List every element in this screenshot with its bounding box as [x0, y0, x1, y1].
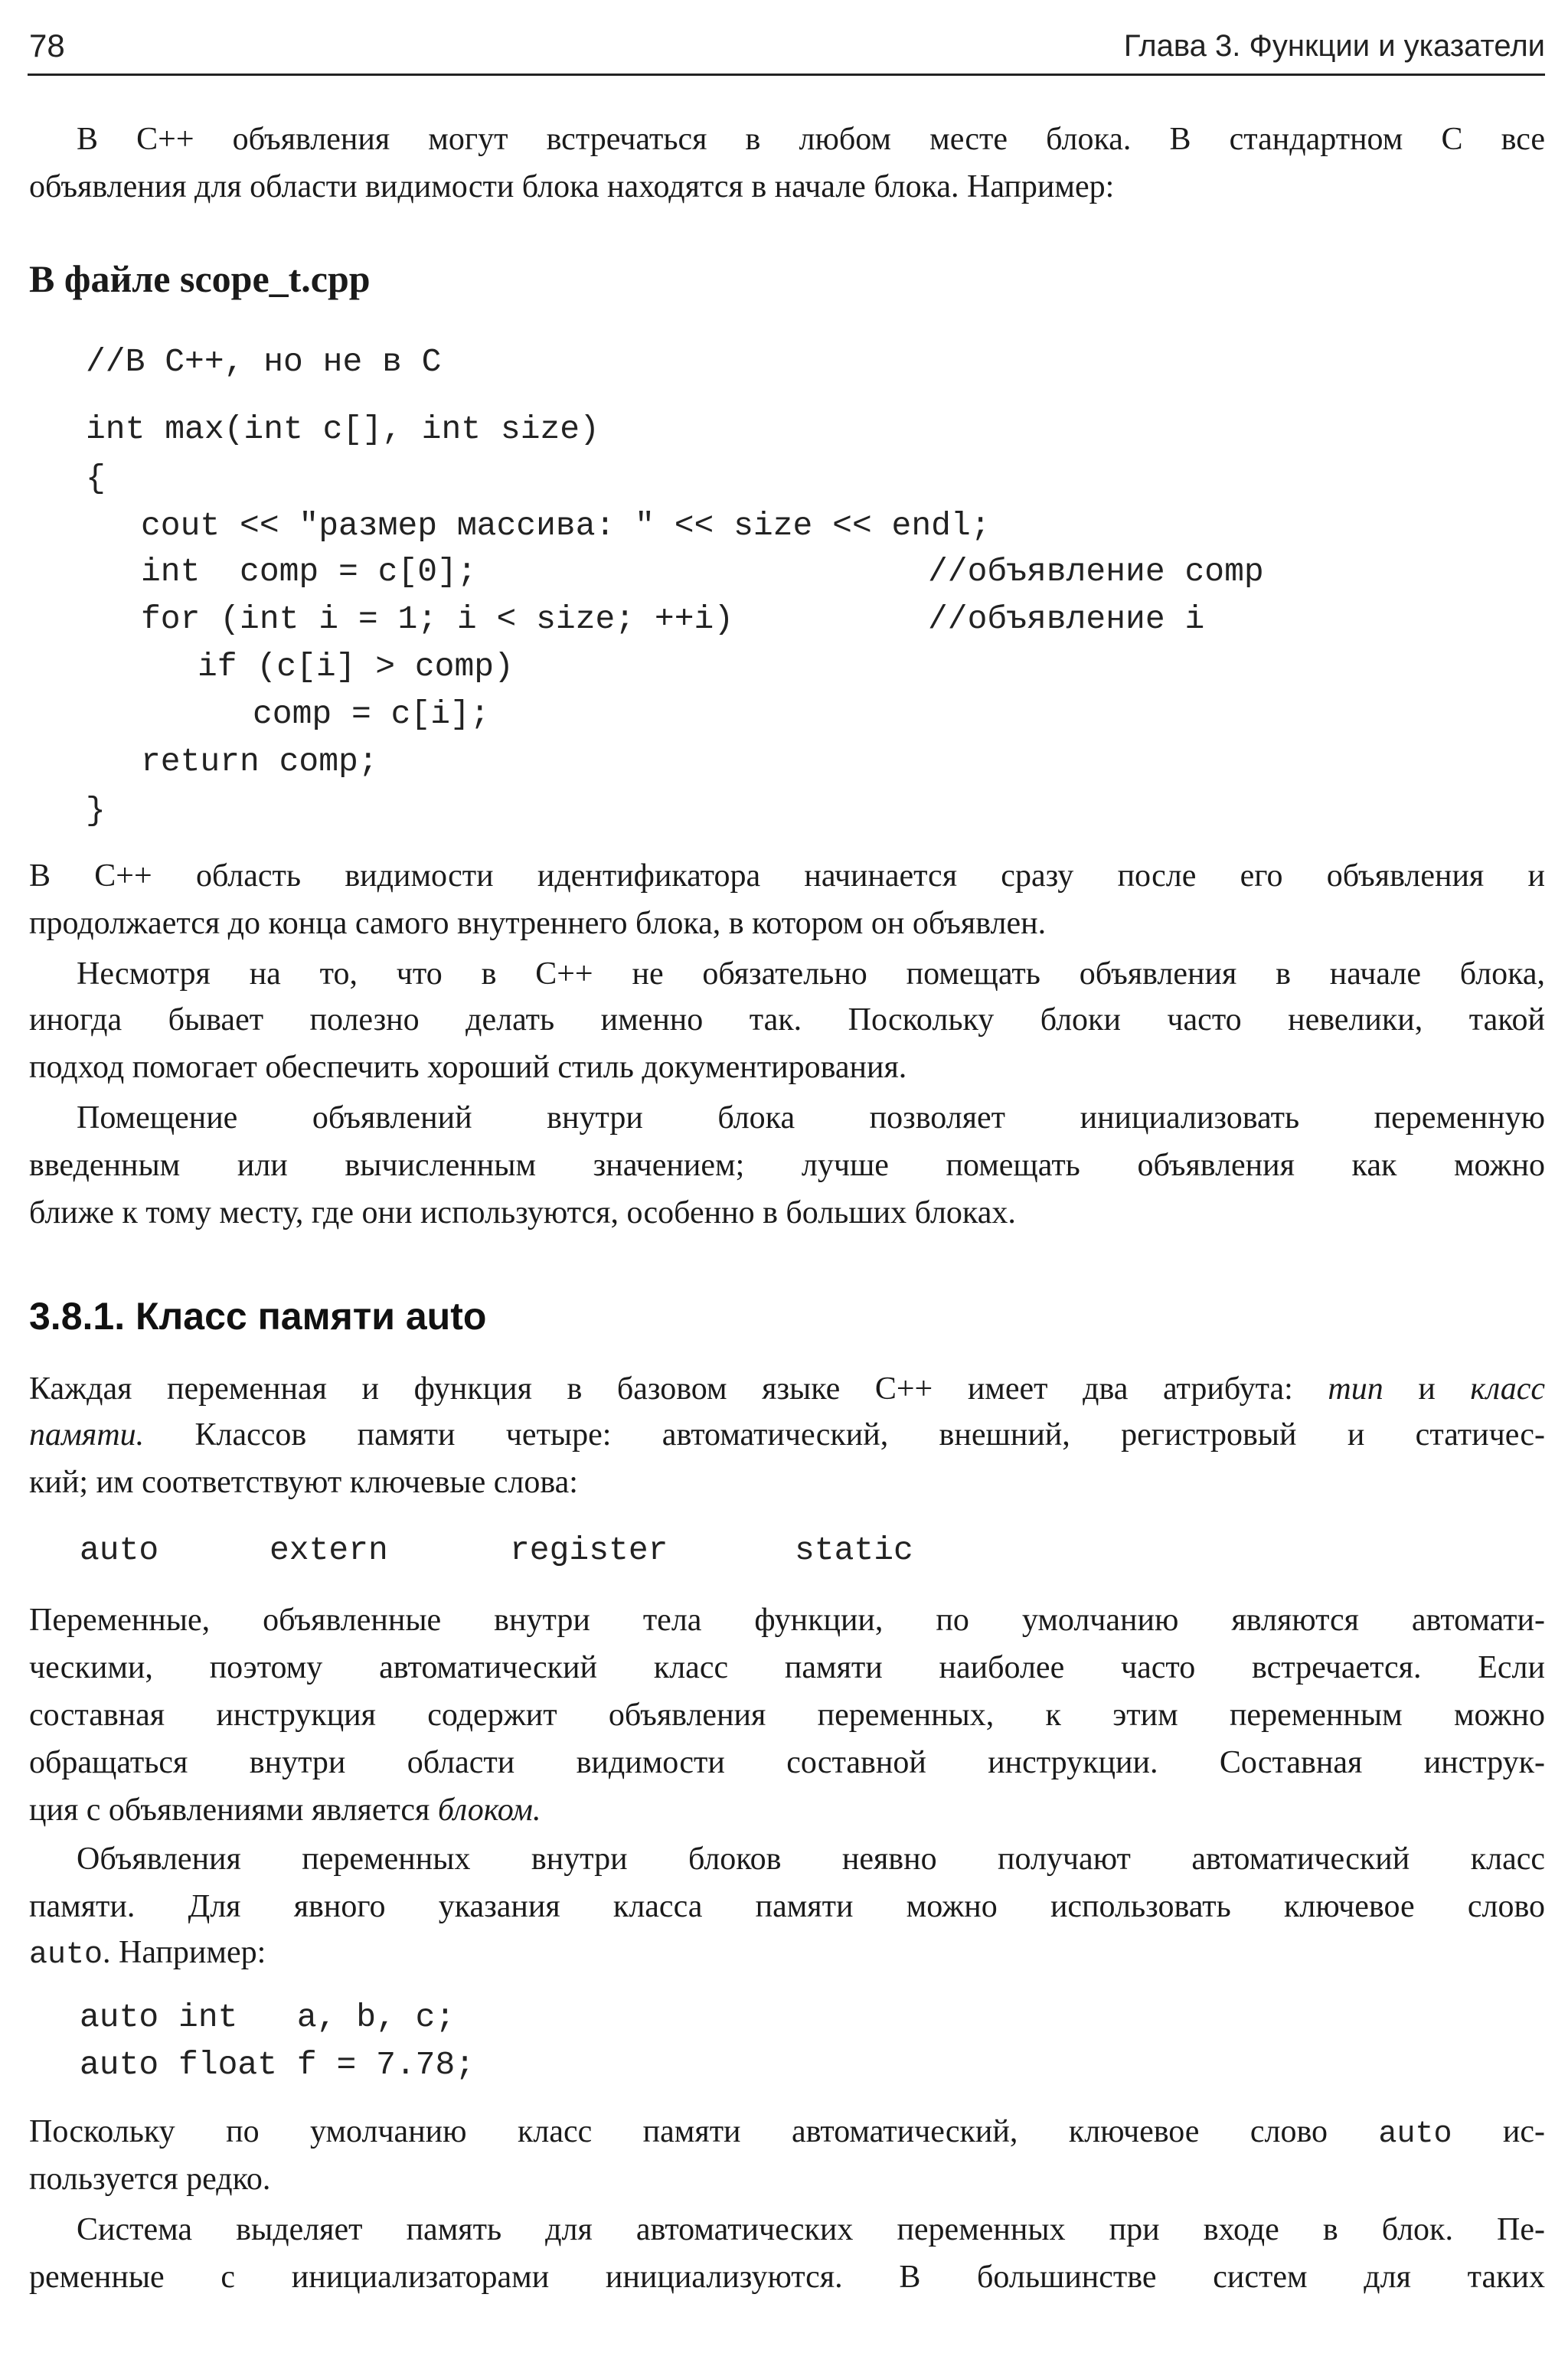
para-vars-line: составная инструкция содержит объявления переменных, к этим переменным можно: [29, 1698, 1545, 1733]
file-heading: В файле scope_t.cpp: [29, 257, 371, 300]
para-system-line: ременные с инициализаторами инициализуются. В большинстве систем для таких: [29, 2260, 1545, 2295]
para-scope-line: В C++ область видимости идентификатора начинается сразу после его объявления и: [29, 858, 1545, 894]
code-line: int comp = c[0];: [141, 553, 477, 590]
inline-code-auto: auto: [29, 1938, 103, 1972]
page-number: 78: [29, 28, 65, 64]
para-classes-line: [29, 1417, 1545, 1453]
inline-code-auto: auto: [1378, 2117, 1452, 2152]
para-decl-line: [29, 1934, 266, 1972]
emphasis-block: блоком.: [437, 1793, 541, 1828]
code-comment: //объявление i: [928, 600, 1205, 638]
text-fragment: Каждая переменная и функция в базовом языке C++ имеет два атрибута:: [29, 1371, 1293, 1407]
intro-line: объявления для области видимости блока находятся в начале блока. Например:: [29, 169, 1115, 204]
code-line: }: [86, 792, 106, 829]
code-line: int max(int c[], int size): [86, 410, 599, 448]
para-decl-line: памяти. Для явного указания класса памяти можно использовать ключевое слово: [29, 1889, 1545, 1924]
para-vars-line: Переменные, объявленные внутри тела функции, по умолчанию являются автомати-: [29, 1603, 1545, 1638]
keyword-static: static: [795, 1531, 913, 1569]
emphasis-class: класс: [1470, 1371, 1546, 1407]
text-fragment: Поскольку по умолчанию класс памяти автоматический, ключевое слово: [29, 2114, 1328, 2149]
para-despite-line: подход помогает обеспечить хороший стиль документирования.: [29, 1050, 907, 1085]
text-fragment: ция с объявлениями является: [29, 1793, 430, 1828]
keyword-extern: extern: [270, 1531, 388, 1569]
para-decl-line: Объявления переменных внутри блоков неявно получают автоматический класс: [77, 1842, 1545, 1877]
text-fragment: Классов памяти четыре: автоматический, внешний, регистровый и статичес-: [194, 1417, 1546, 1453]
text-fragment: . Например:: [103, 1935, 266, 1970]
code-line: if (c[i] > comp): [198, 648, 514, 685]
code-line: for (int i = 1; i < size; ++i): [141, 600, 734, 638]
code-comment: //объявление comp: [928, 553, 1264, 590]
code-line: return comp;: [141, 743, 378, 780]
para-placement-line: Помещение объявлений внутри блока позволяет инициализовать переменную: [77, 1100, 1545, 1136]
keyword-register: register: [510, 1531, 668, 1569]
code-line: //В C++, но не в C: [86, 343, 442, 381]
section-heading: 3.8.1. Класс памяти auto: [29, 1295, 487, 1338]
para-vars-line: обращаться внутри области видимости составной инструкции. Составная инструк-: [29, 1745, 1545, 1780]
para-vars-line: [29, 1792, 541, 1828]
para-vars-line: ческими, поэтому автоматический класс памяти наиболее часто встречается. Если: [29, 1650, 1545, 1685]
para-system-line: Система выделяет память для автоматических переменных при входе в блок. Пе-: [77, 2212, 1545, 2247]
text-fragment: ис-: [1502, 2114, 1545, 2149]
para-despite-line: иногда бывает полезно делать именно так. Поскольку блоки часто невелики, такой: [29, 1002, 1545, 1038]
keyword-auto: auto: [80, 1531, 159, 1569]
code-line: cout << "размер массива: " << size << endl;: [141, 507, 991, 544]
para-classes-line: кий; им соответствуют ключевые слова:: [29, 1465, 578, 1500]
para-placement-line: введенным или вычисленным значением; лучше помещать объявления как можно: [29, 1148, 1545, 1183]
intro-line: В C++ объявления могут встречаться в любом месте блока. В стандартном C все: [77, 122, 1545, 157]
code-line: comp = c[i];: [253, 695, 490, 733]
para-placement-line: ближе к тому месту, где они используются, особенно в больших блоках.: [29, 1195, 1016, 1230]
code-line: auto int a, b, c;: [80, 1998, 456, 2036]
para-classes-line: [29, 1371, 1545, 1407]
emphasis-type: тип: [1328, 1371, 1383, 1407]
code-line: {: [86, 459, 106, 497]
code-line: auto float f = 7.78;: [80, 2046, 475, 2083]
para-default-line: пользуется редко.: [29, 2162, 271, 2197]
text-fragment: и: [1418, 1371, 1436, 1407]
para-despite-line: Несмотря на то, что в C++ не обязательно помещать объявления в начале блока,: [77, 956, 1545, 992]
emphasis-memory: памяти.: [29, 1417, 145, 1453]
header-rule: [28, 74, 1545, 76]
chapter-title: Глава 3. Функции и указатели: [1123, 29, 1545, 63]
para-default-line: [29, 2113, 1545, 2152]
para-scope-line: продолжается до конца самого внутреннего блока, в котором он объявлен.: [29, 906, 1047, 941]
